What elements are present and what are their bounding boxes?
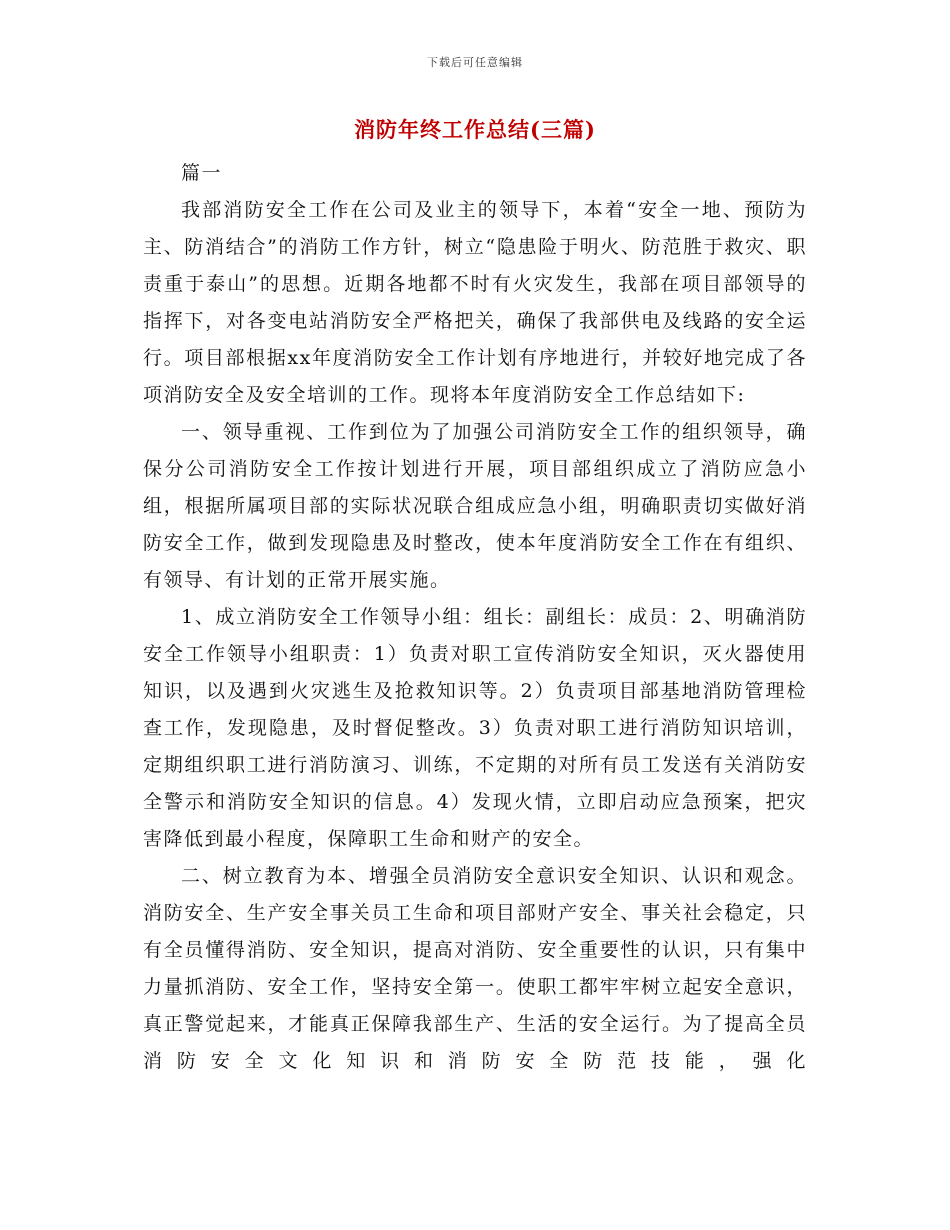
paragraph-intro: 我部消防安全工作在公司及业主的领导下，本着“安全一地、预防为主、防消结合”的消防工作方针，树立“隐患险于明火、防范胜于救灾、职责重于泰山”的思想。近期各地都不时有火灾发生，我部在项目部领导的指挥下，对各变电站消防安全严格把关，确保了我部供电及线路的安全运行。项目部根据xx年度消防安全工作计划有序地进行，并较好地完成了各项消防安全及安全培训的工作。现将本年度消防安全工作总结如下:: [143, 199, 807, 406]
paragraph-team-duties: 1、成立消防安全工作领导小组：组长：副组长：成员：2、明确消防安全工作领导小组职责：1）负责对职工宣传消防安全知识，灭火器使用知识，以及遇到火灾逃生及抢救知识等。2）负责项目部基地消防管理检查工作，发现隐患，及时督促整改。3）负责对职工进行消防知识培训，定期组织职工进行消防演习、训练，不定期的对所有员工发送有关消防安全警示和消防安全知识的信息。4）发现火情，立即启动应急预案，把灾害降低到最小程度，保障职工生命和财产的安全。: [143, 606, 807, 850]
paragraph-education: 二、树立教育为本、增强全员消防安全意识安全知识、认识和观念。消防安全、生产安全事关员工生命和项目部财产安全、事关社会稳定，只有全员懂得消防、安全知识，提高对消防、安全重要性的认识，只有集中力量抓消防、安全工作，坚持安全第一。使职工都牢牢树立起安全意识，真正警觉起来，才能真正保障我部生产、生活的安全运行。为了提高全员消防安全文化知识和消防安全防范技能，强化: [143, 865, 807, 1072]
paragraph-leadership: 一、领导重视、工作到位为了加强公司消防安全工作的组织领导，确保分公司消防安全工作按计划进行开展，项目部组织成立了消防应急小组，根据所属项目部的实际状况联合组成应急小组，明确职责切实做好消防安全工作，做到发现隐患及时整改，使本年度消防安全工作在有组织、有领导、有计划的正常开展实施。: [143, 421, 807, 591]
document-body: [143, 155, 807, 1080]
document-title: 消防年终工作总结(三篇): [354, 117, 596, 142]
section-label: 篇一: [181, 162, 223, 184]
header-note: 下载后可任意编辑: [427, 56, 523, 69]
